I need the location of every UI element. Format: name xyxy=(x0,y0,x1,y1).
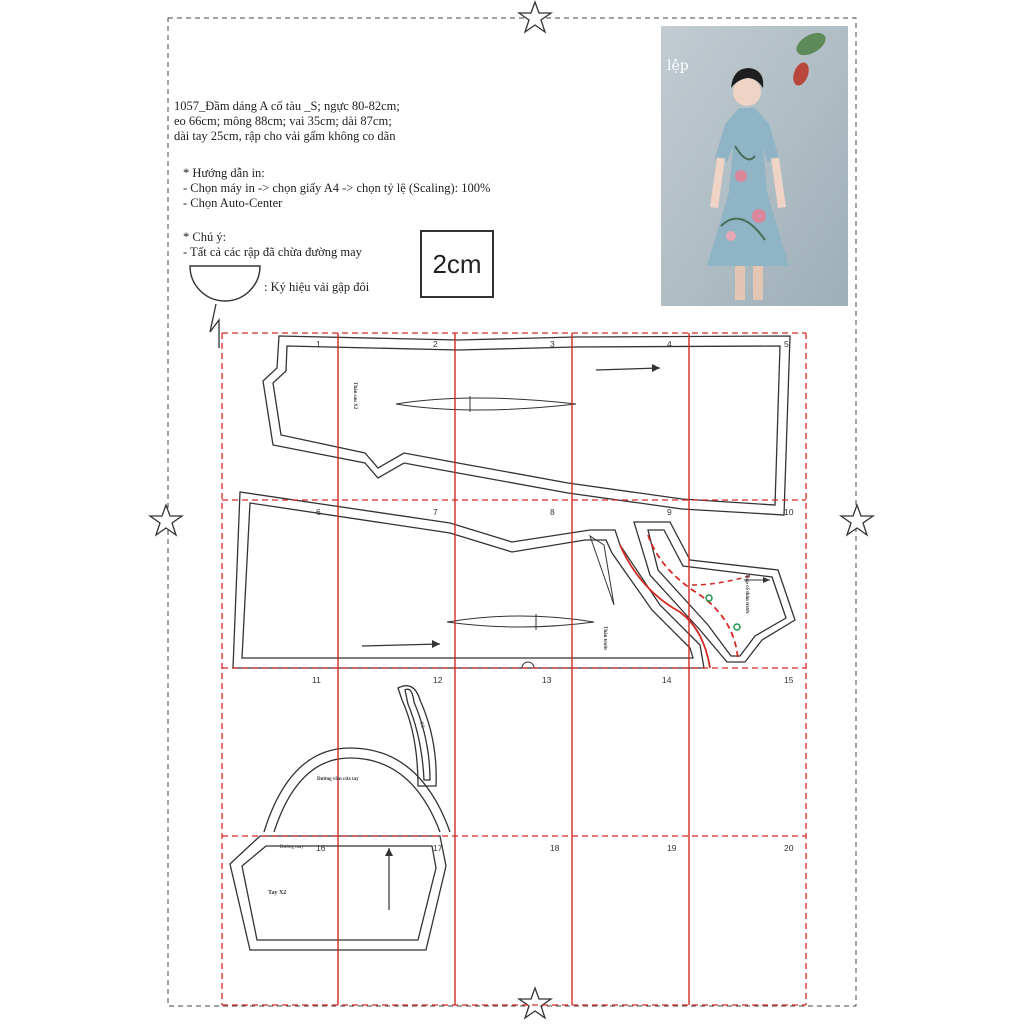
tile-grid xyxy=(222,333,806,1005)
notes xyxy=(183,230,362,260)
tile-number: 4 xyxy=(667,339,672,349)
front-piece-label: Thân trước xyxy=(602,626,607,651)
tile-number: 6 xyxy=(316,507,321,517)
tile-number: 12 xyxy=(433,675,443,685)
back-dart xyxy=(396,398,576,410)
registration-star-left xyxy=(150,505,182,535)
print-step: - Chọn máy in -> chọn giấy A4 -> chọn tỷ lệ (Scaling): 100% xyxy=(183,181,491,195)
tile-number: 13 xyxy=(542,675,552,685)
tile-number: 8 xyxy=(550,507,555,517)
collar-piece xyxy=(398,686,436,786)
print-heading: * Hướng dẫn in: xyxy=(183,166,265,180)
facing-red-dashline xyxy=(648,535,738,660)
grainline-arrow-back xyxy=(596,364,660,372)
grainline-arrow-front xyxy=(362,640,440,648)
notch-marker xyxy=(706,595,712,601)
back-piece-label: Thân sau X2 xyxy=(352,382,357,410)
title-line: eo 66cm; mông 88cm; vai 35cm; dài 87cm; xyxy=(174,114,392,128)
pattern-title xyxy=(174,99,400,144)
tile-number: 5 xyxy=(784,339,789,349)
tile-number: 18 xyxy=(550,843,560,853)
sleeve-note: Đường may xyxy=(280,845,304,850)
grainline-arrow-sleeve xyxy=(385,848,393,910)
tile-number: 9 xyxy=(667,507,672,517)
notch-marker xyxy=(734,624,740,630)
tile-number: 11 xyxy=(312,675,321,685)
sleeve-facing-label: Đường viền cửa tay xyxy=(317,777,359,782)
print-instructions xyxy=(183,166,490,211)
front-facing-label: Đáp cổ thân trước xyxy=(744,575,749,614)
collar-label: Cổ xyxy=(418,721,425,729)
photo-logo: lệp xyxy=(667,58,689,74)
back-piece xyxy=(263,336,790,515)
scale-check-box: 2cm xyxy=(420,230,494,298)
sleeve-label: Tay X2 xyxy=(268,890,287,896)
tile-number: 10 xyxy=(784,507,794,517)
note-text: - Tất cả các rập đã chừa đường may xyxy=(183,245,362,259)
tile-number: 3 xyxy=(550,339,555,349)
front-bust-dart xyxy=(590,536,614,605)
tile-number: 7 xyxy=(433,507,438,517)
registration-star-top xyxy=(519,2,551,32)
title-line: 1057_Đầm dáng A cổ tàu _S; ngực 80-82cm; xyxy=(174,99,400,113)
registration-star-bottom xyxy=(519,988,551,1018)
tile-number: 16 xyxy=(316,843,326,853)
tile-number: 19 xyxy=(667,843,677,853)
front-piece xyxy=(233,492,704,668)
tile-grid-solid xyxy=(338,333,689,1005)
tile-number: 1 xyxy=(316,339,321,349)
front-red-cutline xyxy=(620,545,710,668)
print-step: - Chọn Auto-Center xyxy=(183,196,283,210)
registration-star-right xyxy=(841,505,873,535)
tile-number: 17 xyxy=(433,843,443,853)
tile-number: 2 xyxy=(433,339,438,349)
dress-photo xyxy=(661,26,848,306)
fold-symbol-icon xyxy=(190,266,260,301)
front-facing-piece xyxy=(634,522,795,662)
tile-number: 14 xyxy=(662,675,672,685)
title-line: dài tay 25cm, rập cho vải gấm không co dãn xyxy=(174,129,396,143)
note-heading: * Chú ý: xyxy=(183,230,227,244)
fold-symbol-label: : Ký hiệu vải gập đôi xyxy=(264,280,370,294)
tile-number: 15 xyxy=(784,675,794,685)
tile-number: 20 xyxy=(784,843,794,853)
cut-mark-icon xyxy=(210,304,219,348)
dress-photo-illustration xyxy=(661,26,848,306)
